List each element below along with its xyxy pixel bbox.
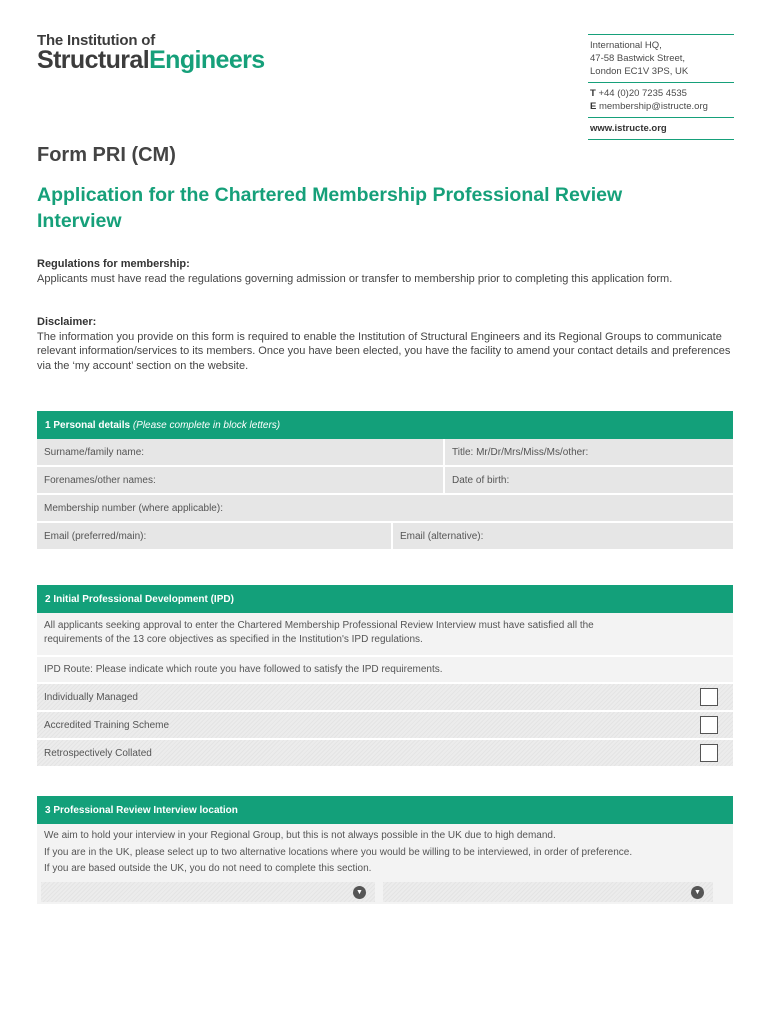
telephone: T +44 (0)20 7235 4535 — [590, 88, 687, 99]
chevron-down-icon: ▼ — [691, 886, 704, 899]
section-ipd — [37, 585, 733, 768]
address-block — [588, 34, 734, 140]
form-number: Form PRI (CM) — [37, 144, 176, 166]
logo-line1: The Institution of — [37, 32, 156, 49]
disclaimer-text: The information you provide on this form is required to enable the Institution of Structural Engineers and its Regional Groups to communicate relevant information/services to its members. Once you have been elected, you have the facility to amend your contact details and preferences via the ‘my account’ section on the website. — [37, 330, 731, 372]
section1-header: 1 Personal details (Please complete in block letters) — [37, 411, 733, 439]
section-personal-details — [37, 411, 733, 551]
location-dropdown-2[interactable] — [383, 882, 713, 902]
email-alt-field[interactable]: Email (alternative): — [400, 530, 484, 542]
address-line2: 47-58 Bastwick Street, — [590, 53, 686, 64]
address-line3: London EC1V 3PS, UK — [590, 66, 689, 77]
checkbox-individually-managed[interactable] — [700, 688, 718, 706]
section3-header: 3 Professional Review Interview location — [37, 796, 733, 824]
disclaimer-heading: Disclaimer: — [37, 316, 97, 328]
membership-number-field[interactable]: Membership number (where applicable): — [44, 502, 223, 514]
ipd-route: IPD Route: Please indicate which route you have followed to satisfy the IPD requirements. — [37, 657, 733, 684]
chevron-down-icon: ▼ — [353, 886, 366, 899]
location-dropdown-1[interactable] — [41, 882, 375, 902]
page-title: Application for the Chartered Membership Professional Review Interview — [37, 184, 623, 232]
regulations-text: Applicants must have read the regulations governing admission or transfer to membership prior to completing this application form. — [37, 272, 673, 285]
section-interview-location — [37, 796, 733, 904]
address-line1: International HQ, — [590, 40, 662, 51]
regulations-block — [37, 257, 737, 286]
checkbox-retrospectively-collated[interactable] — [700, 744, 718, 762]
website-link[interactable]: www.istructe.org — [590, 123, 667, 134]
ipd-intro: All applicants seeking approval to enter the Chartered Membership Professional Review Interview must have satisfied all the requirements of the 13 core objectives as specified in the Institution's IPD regulations. — [37, 613, 733, 657]
disclaimer-block — [37, 315, 737, 373]
option-accredited-training[interactable]: Accredited Training Scheme — [37, 712, 733, 738]
surname-field[interactable]: Surname/family name: — [37, 439, 445, 465]
logo-line2: StructuralEngineers — [37, 46, 265, 74]
email-address: E membership@istructe.org — [590, 101, 708, 112]
option-retrospectively-collated[interactable]: Retrospectively Collated — [37, 740, 733, 766]
email-main-field[interactable]: Email (preferred/main): — [37, 523, 393, 549]
option-individually-managed[interactable]: Individually Managed — [37, 684, 733, 710]
institution-logo — [37, 32, 265, 75]
section2-header: 2 Initial Professional Development (IPD) — [37, 585, 733, 613]
title-field[interactable]: Title: Mr/Dr/Mrs/Miss/Ms/other: — [452, 446, 589, 458]
forenames-field[interactable]: Forenames/other names: — [37, 467, 445, 493]
location-instructions: We aim to hold your interview in your Regional Group, but this is not always possible in the UK due to high demand. If you are in the UK, please select up to two alternative locations where you would be willing to be interviewed, in order of preference. If you are based outside the UK, you do not need to complete this section. — [37, 824, 733, 880]
dob-field[interactable]: Date of birth: — [452, 474, 510, 486]
checkbox-accredited-training[interactable] — [700, 716, 718, 734]
regulations-heading: Regulations for membership: — [37, 258, 190, 270]
